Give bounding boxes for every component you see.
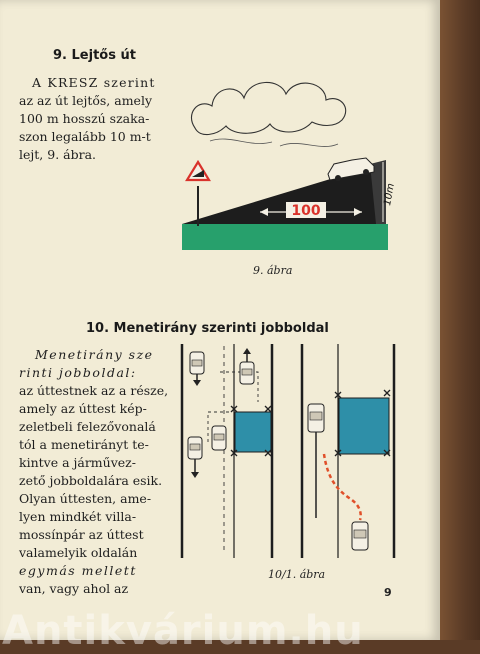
body-line: Olyan úttesten, ame- xyxy=(19,491,152,506)
right-side-zone-right xyxy=(339,398,389,454)
figure-9-slope-illustration xyxy=(180,56,397,266)
body-line: tól a menetirányt te- xyxy=(19,437,149,452)
right-road xyxy=(302,344,394,558)
car-icon xyxy=(190,352,204,386)
book-edge xyxy=(440,0,480,640)
body-line: szon legalább 10 m-t xyxy=(19,129,151,144)
body-line: amely az úttest kép- xyxy=(19,401,147,416)
body-line: kintve a járművez- xyxy=(19,455,136,470)
figure-9-caption: 9. ábra xyxy=(253,264,293,277)
body-line: lyen mindkét villa- xyxy=(19,509,137,524)
warning-sign-icon xyxy=(187,162,209,180)
section-heading-lejtos: 9. Lejtős út xyxy=(53,48,136,63)
figure-10-caption: 10/1. ábra xyxy=(268,568,326,581)
grass-strip xyxy=(182,224,388,250)
body-line: zető jobboldalára esik. xyxy=(19,473,163,488)
body-line: Menetirány sze xyxy=(35,347,154,362)
turning-path xyxy=(324,454,361,520)
body-line: az úttestnek az a része, xyxy=(19,383,169,398)
body-line: zeletbeli felezővonalá xyxy=(19,419,156,434)
body-line: van, vagy ahol az xyxy=(19,581,129,596)
car-icon xyxy=(212,426,226,450)
body-line: valamelyik oldalán xyxy=(19,545,138,560)
body-line: az az út lejtős, amely xyxy=(19,93,153,108)
car-icon xyxy=(188,437,202,478)
body-line: 100 m hosszú szaka- xyxy=(19,111,150,126)
height-label: 10m xyxy=(382,182,397,207)
body-line: mossínpár az úttest xyxy=(19,527,144,542)
body-line: A KRESZ szerint xyxy=(32,75,156,90)
watermark: Antikvárium.hu xyxy=(2,608,364,654)
body-line: rinti jobboldal: xyxy=(19,365,137,380)
figure-10-lane-diagram xyxy=(180,342,420,562)
body-line: egymás mellett xyxy=(19,563,137,578)
car-icon xyxy=(240,348,254,384)
section-heading-menetirany: 10. Menetirány szerinti jobboldal xyxy=(86,321,329,336)
car-icon xyxy=(352,522,368,550)
distance-label: 100 xyxy=(291,203,321,219)
right-side-zone-left xyxy=(235,412,271,452)
car-icon xyxy=(308,404,324,518)
body-line: lejt, 9. ábra. xyxy=(19,147,96,162)
page-number: 9 xyxy=(384,586,392,599)
left-road xyxy=(182,344,272,558)
